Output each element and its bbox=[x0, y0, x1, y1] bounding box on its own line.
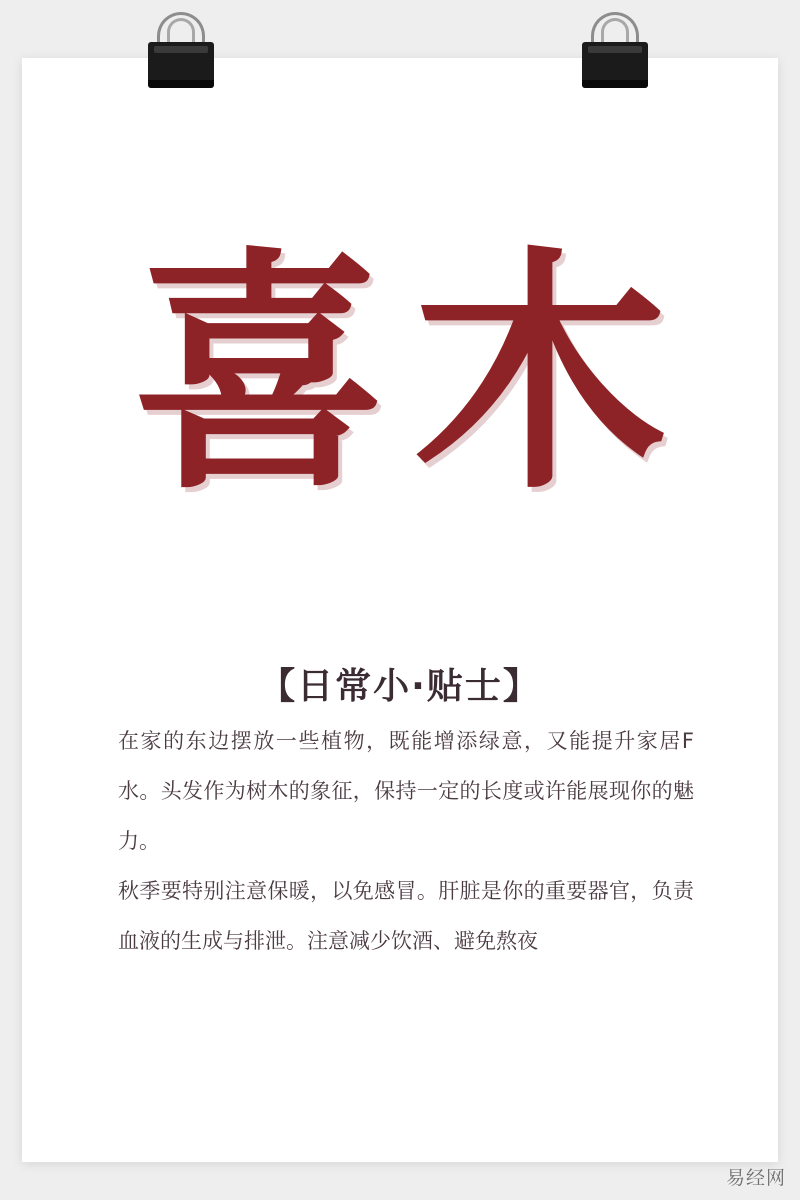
page-title: 喜木 bbox=[131, 227, 694, 524]
binder-clip-left-icon bbox=[148, 12, 214, 84]
clip-body bbox=[148, 42, 214, 88]
poster-sheet bbox=[22, 58, 778, 1162]
tips-paragraph-1: 在家的东边摆放一些植物，既能增添绿意，又能提升家居F 水。头发作为树木的象征，保持一定的长度或许能展现你的魅力。 bbox=[118, 729, 694, 853]
tips-heading: 【日常小·贴士】 bbox=[259, 666, 541, 707]
watermark: 易经网 bbox=[725, 1167, 786, 1189]
tips-paragraph-2: 秋季要特别注意保暖，以免感冒。肝脏是你的重要器官，负责血液的生成与排泄。注意减少饮酒、避免熬夜 bbox=[118, 879, 694, 953]
tips-body bbox=[118, 716, 694, 966]
clip-body bbox=[582, 42, 648, 88]
binder-clip-right-icon bbox=[582, 12, 648, 84]
